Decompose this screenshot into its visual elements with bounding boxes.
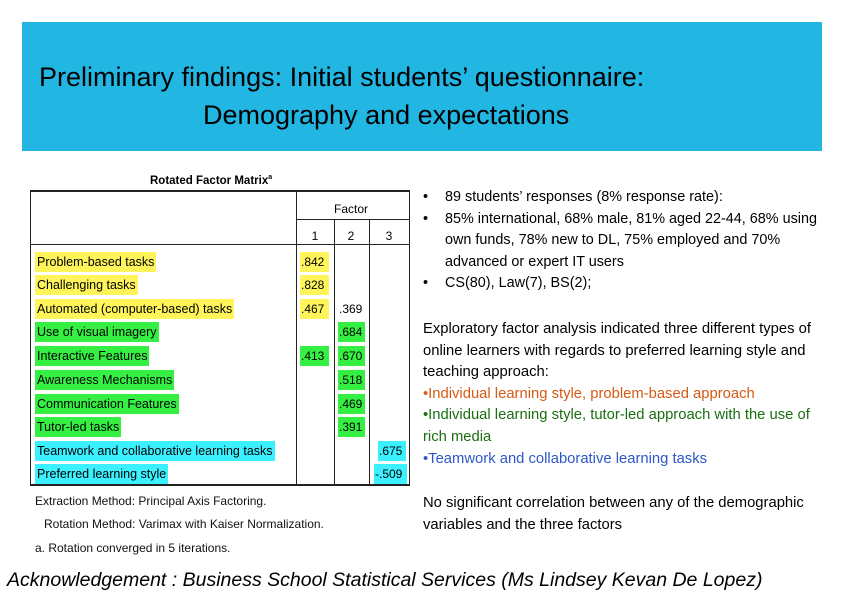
correlation-note: No significant correlation between any of the demographic variables and the three factors xyxy=(423,495,804,533)
matrix-left-border xyxy=(30,190,31,486)
matrix-caption-text: Rotated Factor Matrix xyxy=(150,174,269,187)
efa-intro: Exploratory factor analysis indicated three different types of online learners with regards to preferred learning style and teaching approach: xyxy=(423,321,811,381)
footnote-rotation: Rotation Method: Varimax with Kaiser Normalization. xyxy=(44,517,324,531)
matrix-bottom-rule xyxy=(30,484,410,486)
cell-awareness-f2: .518 xyxy=(338,370,365,390)
bullet-demographics-text: 85% international, 68% male, 81% aged 22-44, 68% using own funds, 78% new to DL, 75% employed and 70% advanced or expert IT users xyxy=(445,210,818,270)
matrix-right-border xyxy=(409,190,410,486)
cell-visual-imagery-f2: .684 xyxy=(338,322,365,342)
row-label-automated: Automated (computer-based) tasks xyxy=(35,299,234,319)
cell-challenging-f1: .828 xyxy=(300,275,329,295)
acknowledgement: Acknowledgement : Business School Statistical Services (Ms Lindsey Kevan De Lopez) xyxy=(7,569,763,591)
cell-teamwork-f3: .675 xyxy=(378,441,406,461)
footnote-extraction: Extraction Method: Principal Axis Factoring. xyxy=(35,494,267,508)
factor-column-3: 3 xyxy=(385,229,393,243)
cell-tutor-led-f2: .391 xyxy=(338,417,365,437)
row-label-preferred-style: Preferred learning style xyxy=(35,464,168,484)
factor-column-2: 2 xyxy=(347,229,355,243)
learner-type-teamwork: •Teamwork and collaborative learning tasks xyxy=(423,450,707,467)
cell-preferred-style-f3: -.509 xyxy=(374,464,407,484)
slide-title-line1: Preliminary findings: Initial students’ questionnaire: xyxy=(39,62,645,92)
row-label-challenging: Challenging tasks xyxy=(35,275,138,295)
bullet-responses xyxy=(423,187,833,209)
efa-paragraph xyxy=(423,319,833,470)
bullet-marker: • xyxy=(423,189,429,205)
bullet-subjects-text: CS(80), Law(7), BS(2); xyxy=(445,275,592,291)
learner-type-tutor-led: •Individual learning style, tutor-led approach with the use of rich media xyxy=(423,407,810,445)
factor-column-1: 1 xyxy=(311,229,319,243)
cell-interactive-f2: .670 xyxy=(338,346,365,366)
bullet-subjects xyxy=(423,273,833,295)
cell-interactive-f1: .413 xyxy=(300,346,329,366)
row-label-awareness: Awareness Mechanisms xyxy=(35,370,174,390)
cell-communication-f2: .469 xyxy=(338,394,365,414)
row-label-teamwork: Teamwork and collaborative learning tasks xyxy=(35,441,275,461)
matrix-caption-sup: a xyxy=(268,174,273,181)
bullet-marker: • xyxy=(423,210,429,227)
matrix-factor-rule xyxy=(297,219,410,220)
cell-automated-f1: .467 xyxy=(300,299,329,319)
factor-header: Factor xyxy=(334,202,369,216)
bullet-marker: • xyxy=(423,275,429,291)
matrix-header-rule xyxy=(30,244,410,245)
bullet-responses-text: 89 students’ responses (8% response rate): xyxy=(445,189,723,205)
findings-bullets xyxy=(423,187,833,295)
row-label-problem-based: Problem-based tasks xyxy=(35,252,156,272)
learner-type-problem-based: •Individual learning style, problem-based approach xyxy=(423,385,755,402)
row-label-interactive: Interactive Features xyxy=(35,346,149,366)
row-label-communication: Communication Features xyxy=(35,394,179,414)
row-label-tutor-led: Tutor-led tasks xyxy=(35,417,121,437)
matrix-top-rule xyxy=(30,190,410,192)
matrix-col-divider-2 xyxy=(369,219,370,486)
bullet-demographics xyxy=(423,209,833,274)
matrix-caption xyxy=(150,174,272,187)
slide-title-line2: Demography and expectations xyxy=(203,100,570,130)
cell-problem-based-f1: .842 xyxy=(300,252,329,272)
matrix-col-divider-1 xyxy=(334,219,335,486)
footnote-convergence: a. Rotation converged in 5 iterations. xyxy=(35,541,231,555)
row-label-visual-imagery: Use of visual imagery xyxy=(35,322,159,342)
cell-automated-f2: .369 xyxy=(339,302,363,316)
matrix-label-divider xyxy=(296,190,297,486)
